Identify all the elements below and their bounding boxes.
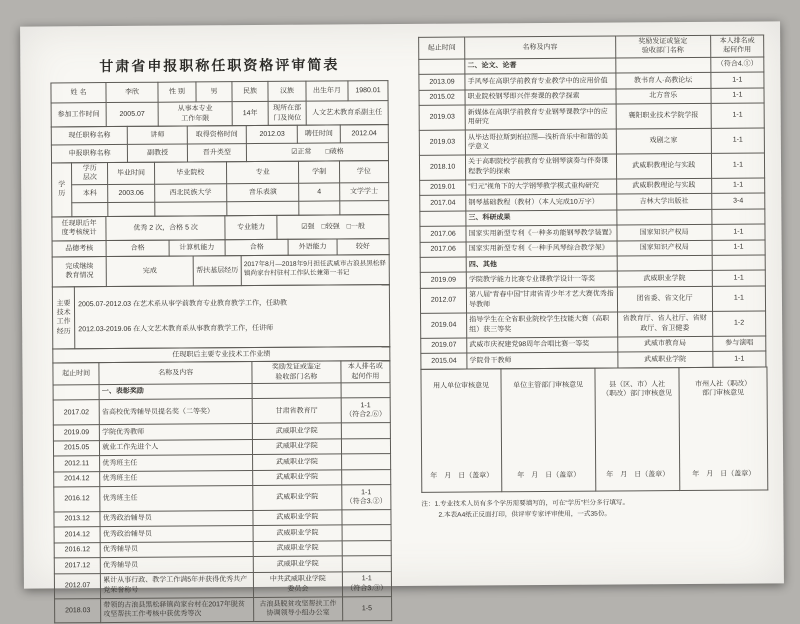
empty-cell xyxy=(72,202,108,216)
ethnic-value: 汉族 xyxy=(268,81,306,101)
edu-level-header: 学历 层次 xyxy=(72,163,108,185)
dept-value: 人文艺术教育系副主任 xyxy=(306,101,388,126)
annual-assessment-label: 任现职后年 度考核统计 xyxy=(52,216,106,240)
review-date-seal: 年 月 日（盖章） xyxy=(430,471,494,480)
qualify-time-label: 取得资格时间 xyxy=(187,126,246,144)
work-name: 就业工作先进个人 xyxy=(100,439,253,456)
work-rank xyxy=(341,454,390,470)
work-rank: 1-1 xyxy=(711,128,764,153)
work-date: 2014.12 xyxy=(54,471,100,487)
col-header-rank: 本人排名或 起何作用 xyxy=(710,35,763,57)
edu-degree-value: 文学学士 xyxy=(339,182,388,200)
education-table xyxy=(51,160,389,217)
edu-level-value: 本科 xyxy=(72,184,108,202)
edu-length-header: 学制 xyxy=(299,161,339,183)
work-org xyxy=(616,209,711,225)
dept-label: 现所在部 门及岗位 xyxy=(268,101,306,125)
work-date: 2019.04 xyxy=(421,313,467,338)
col-header-rank: 本人排名或 起何作用 xyxy=(341,361,390,383)
work-row xyxy=(55,596,392,623)
work-start-label: 参加工作时间 xyxy=(51,103,106,127)
work-name: 累计从事行政、教学工作满5年并获得优秀共产党荣誉称号 xyxy=(101,572,254,598)
work-row xyxy=(53,398,390,425)
work-row xyxy=(54,571,391,598)
work-date: 2015.05 xyxy=(53,440,99,456)
work-name: 指导学生在全省职业院校学生技能大赛（高职组）获三等奖 xyxy=(467,312,618,338)
annual-assessment-value: 优秀 2 次，合格 5 次 xyxy=(106,216,225,241)
review-label: 市州人社（职改） 部门审核意见 xyxy=(695,380,752,398)
review-label: 县（区、市）人社 （职改）部门审核意见 xyxy=(602,381,673,398)
continuing-education-value: 完成 xyxy=(106,256,193,287)
work-date xyxy=(53,385,99,401)
work-name: 优秀班主任 xyxy=(100,455,253,472)
years-label: 从事本专业 工作年限 xyxy=(158,102,232,127)
work-org: 武威职业学院 xyxy=(253,485,342,510)
work-org: 国家知识产权局 xyxy=(616,224,711,240)
work-org: 武威职业学院 xyxy=(617,351,712,367)
hire-time-value: 2012.04 xyxy=(340,125,388,143)
work-date: 2018.03 xyxy=(55,598,101,623)
annual-assessment-table xyxy=(51,214,389,241)
work-date: 2016.12 xyxy=(54,487,100,512)
work-org: 国家知识产权局 xyxy=(617,240,712,256)
basic-info-table xyxy=(50,80,388,127)
grassroots-support-label: 帮扶基层经历 xyxy=(193,255,241,285)
work-rank xyxy=(341,423,390,439)
work-org xyxy=(615,57,710,73)
work-date: 2019.09 xyxy=(53,425,99,441)
work-rank xyxy=(342,556,391,572)
edu-length-value: 4 xyxy=(299,183,339,201)
work-rank: 1-1 （符合3.③） xyxy=(342,571,391,596)
achievements-rows-page1 xyxy=(53,383,392,624)
work-name: 国家实用新型专利《一种多功能钢琴教学装置》 xyxy=(466,225,617,241)
qualify-time-value: 2012.03 xyxy=(246,125,297,143)
edu-gradtime-value: 2003.06 xyxy=(108,184,154,202)
work-name: 从毕达哥拉斯到柏拉图—浅析音乐中和谐的美学意义 xyxy=(465,129,616,155)
work-date xyxy=(420,257,466,273)
work-name: 新媒体在高职学前教育专业钢琴课教学中的应用研究 xyxy=(465,104,616,130)
work-rank: 1-1 xyxy=(711,178,764,194)
education-block-label: 学 历 xyxy=(51,163,71,217)
work-name: 二、论文、论著 xyxy=(465,58,616,74)
review-box-supervisor xyxy=(501,368,596,493)
work-org: 武威职业学院 xyxy=(253,439,342,455)
name-value: 李欣 xyxy=(106,82,158,102)
work-org: 襄阳职业技术学院学报 xyxy=(616,104,711,130)
work-org: 武威职业学院 xyxy=(253,556,342,572)
work-name: 优秀政治辅导员 xyxy=(100,510,253,527)
work-org: 武威职教理论与实践 xyxy=(616,153,711,179)
work-name: 优秀班主任 xyxy=(100,470,253,487)
work-rank: 1-1 xyxy=(711,103,764,128)
work-rank: 1-1 xyxy=(713,351,766,367)
work-org: 武威职业学院 xyxy=(253,510,342,526)
review-date-seal: 年 月 日（盖章） xyxy=(517,471,581,479)
work-name: 四、其他 xyxy=(466,256,617,272)
edu-school-value: 西北民族大学 xyxy=(154,184,227,203)
gender-label: 性 别 xyxy=(158,82,196,102)
work-row xyxy=(419,153,764,180)
work-name: 学院骨干教师 xyxy=(467,352,618,368)
work-rank: 1-1 （符合3.②） xyxy=(341,485,390,510)
work-org: 武威职教理论与实践 xyxy=(616,178,711,194)
work-rank xyxy=(712,255,765,271)
work-org xyxy=(617,255,712,271)
review-box-city xyxy=(679,366,768,490)
work-name: 一、表彰奖励 xyxy=(99,383,252,400)
work-rank: 3-4 xyxy=(712,193,765,209)
work-name: 优秀政治辅导员 xyxy=(100,526,253,543)
title-info-table xyxy=(51,124,389,163)
work-date: 2012.11 xyxy=(54,456,100,472)
work-rank: 1-1 xyxy=(711,88,764,104)
work-rank: 1-1 xyxy=(711,72,764,88)
empty-cell xyxy=(227,201,300,216)
work-row xyxy=(420,286,765,313)
current-title-label: 现任职称名称 xyxy=(51,126,128,145)
ability-label: 专业能力 xyxy=(225,215,277,239)
work-org: 古浪县脱贫攻坚帮扶工作 协调领导小组办公室 xyxy=(254,596,343,621)
work-date: 2013.09 xyxy=(419,74,465,90)
work-org: 武威职业学院 xyxy=(253,469,342,485)
grassroots-support-value: 2017年8月—2018年9月担任武威市古浪县黑松驿镇尚家台村驻村工作队长兼第一书记 xyxy=(241,254,389,285)
continuing-education-label: 完成继续 教育情况 xyxy=(52,256,107,286)
work-date: 2017.06 xyxy=(420,226,466,242)
work-rank: 1-1 xyxy=(712,286,765,311)
note-line-2: 2.本表A4纸正反面打印，供评审专家评审使用，一式35份。 xyxy=(438,510,612,519)
work-date: 2019.03 xyxy=(419,105,465,130)
work-date: 2019.03 xyxy=(419,130,465,155)
work-date: 2012.07 xyxy=(54,573,100,598)
experience-item: 2005.07-2012.03 在艺术系从事学前教育专业教育教学工作，任助教 xyxy=(78,300,288,309)
work-name: 关于高职院校学前教育专业钢琴演奏与伴奏课程教学的探索 xyxy=(466,154,617,180)
form-title: 甘肃省申报职称任职资格评审简表 xyxy=(99,56,340,75)
work-org: 中共武威职业学院 委员会 xyxy=(254,572,343,597)
work-name: 职业院校钢琴即兴伴奏课的教学探索 xyxy=(465,89,616,105)
work-name: 学院教学能力比赛专业课教学设计一等奖 xyxy=(466,271,617,287)
work-org: 团省委、省文化厅 xyxy=(617,286,712,312)
col-header-org: 奖励发证或鉴定 验收部门名称 xyxy=(252,361,341,383)
work-rank xyxy=(341,383,390,399)
years-value: 14年 xyxy=(232,101,268,125)
work-org: 省教育厅、省人社厅、省财政厅、省卫健委 xyxy=(617,311,712,337)
ability-checkboxes: ☑强 □较强 □一般 xyxy=(277,214,389,239)
promo-type-label: 晋升类型 xyxy=(187,144,246,162)
work-rank xyxy=(342,540,391,556)
empty-cell xyxy=(339,200,388,214)
work-start-value: 2005.07 xyxy=(106,102,158,126)
work-date: 2013.12 xyxy=(54,511,100,527)
work-rank: 1-1 （符合2.⑥） xyxy=(341,398,390,423)
work-org: 武威职业学院 xyxy=(253,525,342,541)
computer-value: 合格 xyxy=(225,239,288,255)
work-rank: 参与演唱 xyxy=(713,336,766,352)
name-label: 姓 名 xyxy=(51,83,106,103)
work-name: 国家实用新型专利《一种手风琴综合教学架》 xyxy=(466,241,617,257)
work-org: 戏剧之家 xyxy=(616,128,711,154)
birth-label: 出生年月 xyxy=(306,81,348,101)
work-experience-table xyxy=(52,284,390,350)
work-date: 2017.12 xyxy=(54,558,100,574)
edu-major-value: 音乐表演 xyxy=(227,183,300,202)
review-date-seal: 年 月 日（盖章） xyxy=(606,470,670,479)
edu-degree-header: 学位 xyxy=(339,161,388,183)
work-org: 教书育人·高教论坛 xyxy=(615,73,710,89)
work-rank xyxy=(712,209,765,225)
work-name: 优秀辅导员 xyxy=(101,557,254,574)
achievements-table-page2 xyxy=(418,34,766,369)
work-org: 武威职业学院 xyxy=(252,423,341,439)
work-row xyxy=(421,311,766,338)
work-date: 2015.02 xyxy=(419,90,465,106)
empty-cell xyxy=(154,202,227,217)
work-rank: 1-1 xyxy=(711,153,764,178)
col-header-date: 起止时间 xyxy=(419,37,465,59)
work-date: 2012.07 xyxy=(420,288,466,313)
work-name: 钢琴基础教程（教材）（本人完成10万字） xyxy=(466,194,617,210)
scanned-form-sheet xyxy=(20,21,784,619)
work-name: 带领的古浪县黑松驿镇尚家台村在2017年脱贫攻坚帮扶工作考核中获优秀等次 xyxy=(101,597,254,623)
work-rank: 1-1 xyxy=(712,270,765,286)
current-title-value: 讲师 xyxy=(128,126,187,144)
work-date: 2016.12 xyxy=(54,542,100,558)
work-name: 优秀辅导员 xyxy=(100,541,253,558)
empty-cell xyxy=(108,202,154,216)
apply-title-label: 申报职称名称 xyxy=(51,144,128,163)
work-name: 学院优秀教师 xyxy=(100,424,253,441)
col-header-name: 名称及内容 xyxy=(465,36,616,59)
form-notes xyxy=(421,498,767,522)
work-date: 2017.06 xyxy=(420,242,466,258)
form-page-2 xyxy=(418,35,767,521)
work-org: 北方音乐 xyxy=(616,88,711,104)
empty-cell xyxy=(299,201,339,215)
work-date: 2017.02 xyxy=(53,400,99,425)
continuing-education-table xyxy=(52,254,390,287)
work-org: 武威职业学院 xyxy=(617,271,712,287)
work-org xyxy=(252,383,341,399)
work-org: 武威职业学院 xyxy=(253,454,342,470)
work-date xyxy=(419,59,465,75)
ethnic-label: 民族 xyxy=(232,81,268,101)
work-name: 第八届“青春中国”甘肃省青少年才艺大赛优秀指导教师 xyxy=(467,287,618,313)
col-header-org: 奖励发证或鉴定 验收部门名称 xyxy=(615,35,710,58)
edu-gradtime-header: 毕业时间 xyxy=(108,162,154,184)
language-label: 外语能力 xyxy=(288,239,336,255)
achievements-table-page1 xyxy=(52,360,392,624)
work-row xyxy=(54,485,391,512)
work-rank: 1-1 xyxy=(712,224,765,240)
promo-type-checkboxes: ☑正常 □破格 xyxy=(247,143,389,162)
work-name: 三、科研成果 xyxy=(466,210,617,226)
apply-title-value: 副教授 xyxy=(128,144,187,162)
work-rank xyxy=(342,509,391,525)
work-date: 2015.04 xyxy=(421,353,467,369)
work-date: 2019.09 xyxy=(420,272,466,288)
computer-label: 计算机能力 xyxy=(169,240,225,256)
work-name: 手风琴在高职学前教育专业教学中的应用价值 xyxy=(465,73,616,89)
work-rank: 1-5 xyxy=(342,596,391,621)
work-row xyxy=(419,103,764,130)
edu-school-header: 毕业院校 xyxy=(154,162,227,184)
edu-major-header: 专业 xyxy=(226,161,299,183)
experience-item: 2012.03-2019.06 在人文艺术教育系从事教育教学工作，任讲师 xyxy=(78,325,274,334)
review-date-seal: 年 月 日（盖章） xyxy=(692,470,756,478)
review-box-employer xyxy=(421,368,502,492)
work-org: 武威职业学院 xyxy=(253,541,342,557)
work-name: 武威市庆祝建党98周年合唱比赛一等奖 xyxy=(467,337,618,353)
review-opinions-table xyxy=(420,366,768,493)
work-experience-label: 主要 技术 工作 经历 xyxy=(52,287,75,349)
hire-time-label: 聘任时间 xyxy=(298,125,340,143)
work-rank xyxy=(341,438,390,454)
col-header-date: 起止时间 xyxy=(53,363,99,385)
review-label: 用人单位审核意见 xyxy=(433,382,490,390)
work-org: 吉林大学出版社 xyxy=(616,194,711,210)
birth-value: 1980.01 xyxy=(348,81,388,101)
work-rank xyxy=(342,525,391,541)
note-line-1: 注：1.专业技术人员有多个学历需要填写的，可在“学历”栏分多行填写。 xyxy=(421,499,630,509)
work-experience-content xyxy=(74,284,389,348)
work-name: “归元”视角下的大学钢琴教学模式重构研究 xyxy=(466,179,617,195)
moral-value: 合格 xyxy=(106,240,168,256)
work-org: 甘肃省教育厅 xyxy=(252,398,341,423)
work-rank: 1-1 xyxy=(712,240,765,256)
review-box-county xyxy=(595,367,680,491)
work-row xyxy=(419,128,764,155)
achievements-section-title: 任现职后主要专业技术工作业绩 xyxy=(53,347,390,363)
work-rank: （符合4.①） xyxy=(711,57,764,73)
work-date: 2018.10 xyxy=(419,155,465,180)
review-label: 单位主管部门审核意见 xyxy=(513,381,584,390)
col-header-name: 名称及内容 xyxy=(99,362,252,385)
work-org: 武威市教育局 xyxy=(617,336,712,352)
work-rank: 1-2 xyxy=(712,311,765,336)
work-date xyxy=(420,211,466,227)
achievements-rows-page2 xyxy=(419,57,766,369)
form-page-1 xyxy=(50,40,392,624)
language-value: 较好 xyxy=(337,238,389,254)
work-rank xyxy=(341,469,390,485)
work-name: 省高校优秀辅导员提名奖（二等奖） xyxy=(99,399,252,425)
work-name: 优秀班主任 xyxy=(100,486,253,512)
moral-label: 品德考核 xyxy=(52,240,106,256)
gender-value: 男 xyxy=(196,82,232,102)
work-date: 2019.01 xyxy=(420,180,466,196)
work-date: 2014.12 xyxy=(54,527,100,543)
work-date: 2019.07 xyxy=(421,338,467,354)
work-date: 2017.04 xyxy=(420,195,466,211)
